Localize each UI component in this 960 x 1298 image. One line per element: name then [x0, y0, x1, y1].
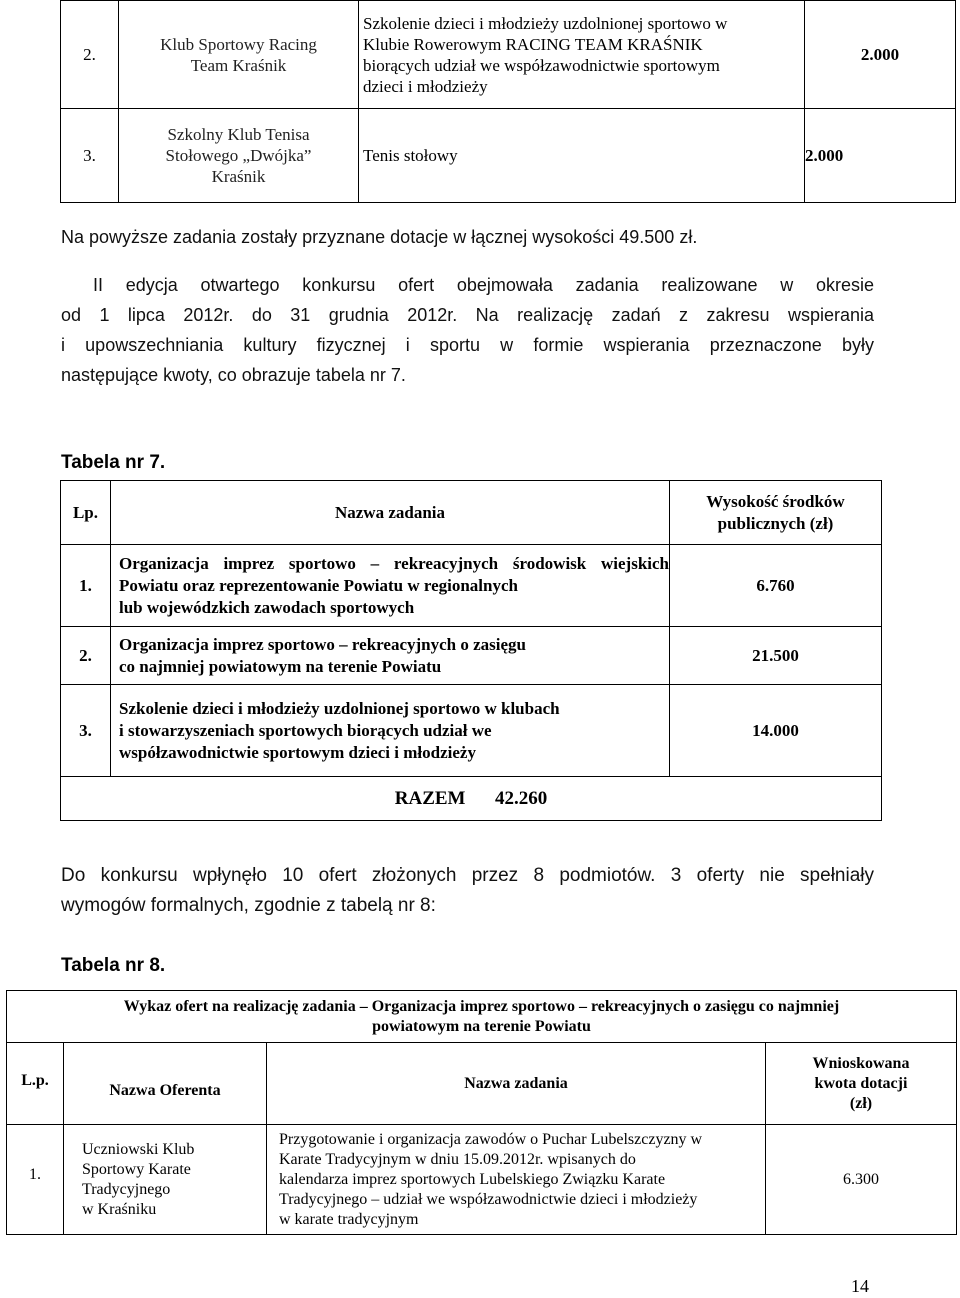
paragraph-edition-ii [61, 270, 874, 390]
task-line: współzawodnictwie sportowym dzieci i młodzieży [119, 742, 476, 762]
amount-cell: 14.000 [670, 685, 882, 777]
header-line: Wysokość środków [706, 491, 845, 511]
club-line: Szkolny Klub Tenisa [167, 125, 310, 144]
header-line: publicznych (zł) [717, 513, 834, 533]
table-7 [60, 480, 882, 821]
task-line: Tenis stołowy [363, 146, 458, 165]
task-line: kalendarza imprez sportowych Lubelskiego Związku Karate [279, 1170, 666, 1188]
table-row [61, 545, 882, 627]
total-value: 42.260 [494, 787, 548, 809]
task-cell [359, 1, 805, 109]
title-line: powiatowym na terenie Powiatu [372, 1017, 591, 1035]
amount-cell: 6.760 [670, 545, 882, 627]
club-cell [119, 1, 359, 109]
header-offerer: Nazwa Oferenta [64, 1043, 267, 1125]
task-line: Tradycyjnego – udział we współzawodnictwie dzieci i młodzieży [279, 1190, 698, 1208]
top-table [60, 0, 956, 203]
title-line: Wykaz ofert na realizację zadania – Organizacja imprez sportowo – rekreacyjnych o zasięgu co najmniej [123, 997, 840, 1015]
offerer-line: Uczniowski Klub [82, 1140, 195, 1158]
header-line: kwota dotacji [814, 1074, 908, 1092]
task-line: w karate tradycyjnym [279, 1210, 419, 1228]
table-row [7, 1125, 957, 1235]
header-amount [670, 481, 882, 545]
table-row [61, 109, 956, 203]
total-cell [61, 777, 882, 821]
table8-caption: Tabela nr 8. [61, 955, 166, 976]
paragraph-line: od 1 lipca 2012r. do 31 grudnia 2012r. Na realizację zadań z zakresu wspierania [61, 305, 874, 325]
lp-cell: 3. [61, 109, 119, 203]
header-amount [766, 1043, 957, 1125]
club-line: Team Kraśnik [190, 55, 287, 75]
task-line: Karate Tradycyjnym w dniu 15.09.2012r. wpisanych do [279, 1150, 636, 1168]
amount-cell: 21.500 [670, 627, 882, 685]
header-line: Wnioskowana [812, 1054, 910, 1072]
task-line: Szkolenie dzieci i młodzieży uzdolnionej sportowo w klubach [119, 698, 560, 718]
paragraph-line: wymogów formalnych, zgodnie z tabelą nr 8: [61, 895, 436, 916]
table-row [61, 627, 882, 685]
offerer-cell [64, 1125, 267, 1235]
table-row [61, 685, 882, 777]
club-line: Kraśnik [211, 167, 266, 186]
offerer-line: Tradycyjnego [82, 1180, 171, 1198]
paragraph-line: II edycja otwartego konkursu ofert obejmowała zadania realizowane w okresie [93, 275, 874, 295]
header-task-name: Nazwa zadania [111, 481, 670, 545]
task-line: Organizacja imprez sportowo – rekreacyjnych o zasięgu [119, 634, 526, 654]
task-cell [359, 109, 805, 203]
task-cell [111, 545, 670, 627]
task-line: co najmniej powiatowym na terenie Powiatu [119, 656, 442, 676]
task-cell [111, 685, 670, 777]
task-line: Klubie Rowerowym RACING TEAM KRAŚNIK [363, 34, 703, 54]
table8-title [7, 991, 957, 1043]
header-task-name: Nazwa zadania [267, 1043, 766, 1125]
lp-cell: 1. [61, 545, 111, 627]
lp-cell: 2. [61, 627, 111, 685]
paragraph-line: następujące kwoty, co obrazuje tabela nr 7. [61, 365, 406, 385]
task-line: dzieci i młodzieży [363, 76, 488, 96]
summary-line: Na powyższe zadania zostały przyznane dotacje w łącznej wysokości 49.500 zł. [61, 227, 698, 247]
task-line: Powiatu oraz reprezentowanie Powiatu w regionalnych [119, 575, 518, 595]
table7-caption: Tabela nr 7. [61, 452, 166, 473]
header-lp: Lp. [61, 481, 111, 545]
lp-cell: 3. [61, 685, 111, 777]
header-line: (zł) [849, 1094, 873, 1112]
offerer-line: w Kraśniku [82, 1200, 157, 1218]
paragraph-line: i upowszechniania kultury fizycznej i sportu w formie wspierania przeznaczone były [61, 335, 874, 355]
task-line: Szkolenie dzieci i młodzieży uzdolnionej sportowo w [363, 13, 728, 33]
table-header-row [61, 481, 882, 545]
task-cell [111, 627, 670, 685]
paragraph-offers [61, 861, 874, 921]
club-cell [119, 109, 359, 203]
lp-cell: 1. [7, 1125, 64, 1235]
task-cell [267, 1125, 766, 1235]
club-line: Stołowego „Dwójka” [165, 146, 312, 165]
lp-cell: 2. [61, 1, 119, 109]
task-line: Organizacja imprez sportowo – rekreacyjnych środowisk wiejskich [119, 553, 669, 573]
paragraph-line: Do konkursu wpłynęło 10 ofert złożonych przez 8 podmiotów. 3 oferty nie spełniały [61, 865, 874, 886]
task-line: biorących udział we współzawodnictwie sportowym [363, 55, 720, 75]
task-line: lub wojewódzkich zawodach sportowych [119, 597, 415, 617]
club-line: Klub Sportowy Racing [160, 34, 317, 54]
table-total-row [61, 777, 882, 821]
offerer-line: Sportowy Karate [82, 1160, 191, 1178]
table-row [61, 1, 956, 109]
amount-cell: 6.300 [766, 1125, 957, 1235]
table-header-row [7, 1043, 957, 1125]
header-lp: L.p. [7, 1043, 64, 1125]
table-title-row [7, 991, 957, 1043]
page-number: 14 [851, 1276, 869, 1296]
amount-cell: 2.000 [805, 1, 956, 109]
task-line: i stowarzyszeniach sportowych biorących udział we [119, 720, 492, 740]
total-label: RAZEM [394, 787, 466, 809]
table-8 [6, 990, 957, 1235]
task-line: Przygotowanie i organizacja zawodów o Puchar Lubelszczyzny w [279, 1130, 703, 1148]
amount-cell: 2.000 [805, 109, 956, 203]
